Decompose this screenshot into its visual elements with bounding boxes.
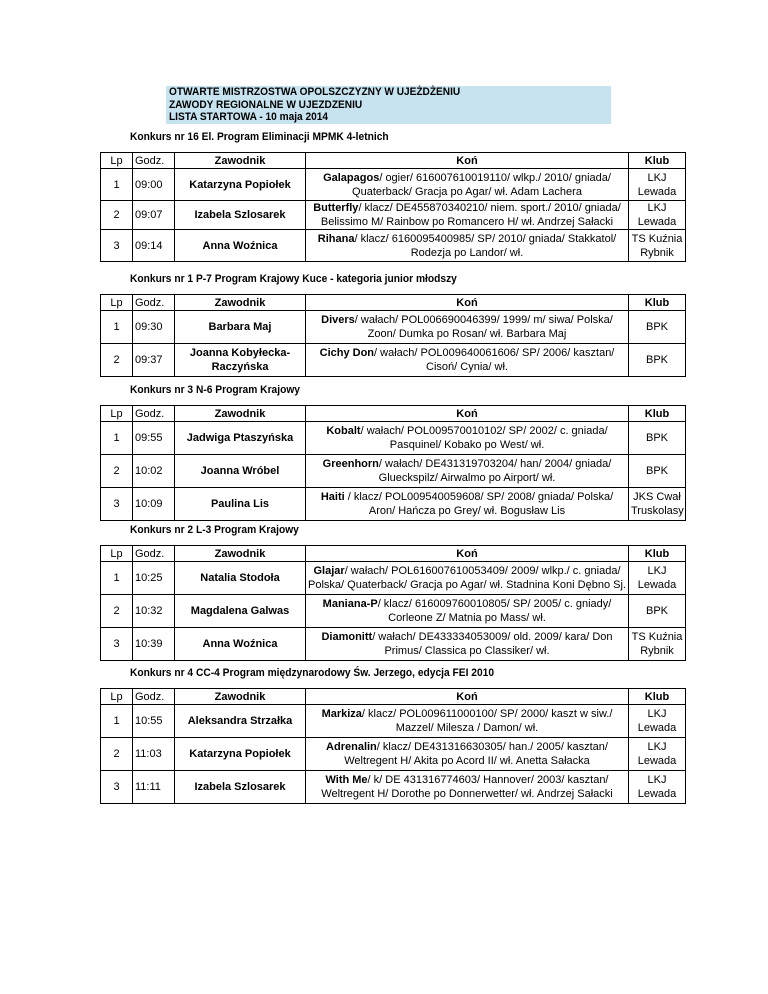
start-list-table xyxy=(100,152,686,262)
table-header-row xyxy=(101,406,686,422)
table-row xyxy=(101,595,686,628)
column-header-rider: Zawodnik xyxy=(175,295,306,311)
start-list-table xyxy=(100,688,686,804)
horse-name: Galapagos xyxy=(323,171,380,184)
start-time: 10:32 xyxy=(133,595,175,628)
column-header-rider: Zawodnik xyxy=(175,689,306,705)
horse-details: / wałach/ POL616007610053409/ 2009/ wlkp./ c. gniada/ Polska/ Quaterback/ Gracja po Agar/ wł. Stadnina Koni Dębno Sj. xyxy=(308,565,626,591)
horse-cell xyxy=(306,230,629,262)
table-row xyxy=(101,311,686,344)
column-header-rider: Zawodnik xyxy=(175,406,306,422)
club-name: LKJ Lewada xyxy=(629,562,686,595)
contest-title: Konkurs nr 3 N-6 Program Krajowy xyxy=(130,384,300,396)
column-header-rider: Zawodnik xyxy=(175,153,306,169)
column-header-lp: Lp xyxy=(101,153,133,169)
start-list-table xyxy=(100,294,686,377)
table-row xyxy=(101,771,686,804)
rider-name: Paulina Lis xyxy=(175,488,306,521)
start-time: 10:02 xyxy=(133,455,175,488)
club-name: JKS Cwał Truskolasy xyxy=(629,488,686,521)
table-row xyxy=(101,628,686,661)
horse-details: / wałach/ POL009640061606/ SP/ 2006/ kasztan/ Cisoń/ Cynia/ wł. xyxy=(374,347,615,373)
column-header-time: Godz. xyxy=(133,546,175,562)
table-row xyxy=(101,344,686,377)
contest-title: Konkurs nr 1 P-7 Program Krajowy Kuce - kategoria junior młodszy xyxy=(130,273,457,285)
row-number: 1 xyxy=(101,422,133,455)
header-date: LISTA STARTOWA - 10 maja 2014 xyxy=(169,111,328,123)
column-header-club: Klub xyxy=(629,546,686,562)
horse-name: Haiti xyxy=(320,491,345,503)
rider-name: Magdalena Galwas xyxy=(175,595,306,628)
horse-cell xyxy=(306,311,629,344)
column-header-time: Godz. xyxy=(133,153,175,169)
rider-name: Izabela Szlosarek xyxy=(175,201,306,230)
table-header-row xyxy=(101,295,686,311)
horse-name: Glajar xyxy=(313,565,345,577)
column-header-horse: Koń xyxy=(306,689,629,705)
column-header-time: Godz. xyxy=(133,406,175,422)
start-time: 09:55 xyxy=(133,422,175,455)
club-name: LKJ Lewada xyxy=(629,705,686,738)
table-header-row xyxy=(101,546,686,562)
rider-name: Izabela Szlosarek xyxy=(175,771,306,804)
header-subtitle: ZAWODY REGIONALNE W UJEZDZENIU xyxy=(169,98,363,111)
row-number: 1 xyxy=(101,169,133,201)
table-row xyxy=(101,738,686,771)
table-header-row xyxy=(101,689,686,705)
column-header-time: Godz. xyxy=(133,689,175,705)
start-time: 10:09 xyxy=(133,488,175,521)
row-number: 2 xyxy=(101,344,133,377)
horse-details: / k/ DE 431316774603/ Hannover/ 2003/ kasztan/ Weltregent H/ Dorothe po Donnerwetter/ wł. Andrzej Sałacki xyxy=(321,774,613,800)
rider-name: Katarzyna Popiołek xyxy=(175,738,306,771)
column-header-horse: Koń xyxy=(306,546,629,562)
row-number: 1 xyxy=(101,705,133,738)
header-title: OTWARTE MISTRZOSTWA OPOLSZCZYZNY W UJEŻDŻENIU xyxy=(169,86,461,98)
club-name: BPK xyxy=(629,422,686,455)
table-row xyxy=(101,230,686,262)
club-name: LKJ Lewada xyxy=(629,771,686,804)
horse-cell xyxy=(306,422,629,455)
start-time: 11:03 xyxy=(133,738,175,771)
start-time: 09:30 xyxy=(133,311,175,344)
horse-details: / klacz/ DE431316630305/ han./ 2005/ kasztan/ Weltregent H/ Akita po Acord II/ wł. Anetta Sałacka xyxy=(344,741,608,767)
contest-title: Konkurs nr 4 CC-4 Program międzynarodowy Św. Jerzego, edycja FEI 2010 xyxy=(130,667,495,679)
horse-details: / klacz/ 616009760010805/ SP/ 2005/ c. gniady/ Corleone Z/ Matnia po Mass/ wł. xyxy=(377,598,612,624)
document-header xyxy=(166,86,611,124)
start-time: 10:39 xyxy=(133,628,175,661)
row-number: 3 xyxy=(101,771,133,804)
club-name: LKJ Lewada xyxy=(629,201,686,230)
column-header-lp: Lp xyxy=(101,689,133,705)
column-header-time: Godz. xyxy=(133,295,175,311)
club-name: BPK xyxy=(629,311,686,344)
horse-details: / klacz/ POL009540059608/ SP/ 2008/ gniada/ Polska/ Aron/ Hańcza po Grey/ wł. Bogusław Lis xyxy=(344,491,614,517)
row-number: 3 xyxy=(101,230,133,262)
row-number: 2 xyxy=(101,595,133,628)
rider-name: Jadwiga Ptaszyńska xyxy=(175,422,306,455)
row-number: 2 xyxy=(101,738,133,771)
table-row xyxy=(101,705,686,738)
club-name: BPK xyxy=(629,595,686,628)
start-list-table xyxy=(100,405,686,521)
table-row xyxy=(101,562,686,595)
horse-name: Divers xyxy=(321,314,355,326)
rider-name: Anna Woźnica xyxy=(175,230,306,262)
row-number: 3 xyxy=(101,628,133,661)
horse-details: / klacz/ POL009611000100/ SP/ 2000/ kaszt w siw./ Mazzel/ Milesza / Damon/ wł. xyxy=(361,708,613,734)
rider-name: Joanna Wróbel xyxy=(175,455,306,488)
rider-name: Aleksandra Strzałka xyxy=(175,705,306,738)
start-time: 09:07 xyxy=(133,201,175,230)
column-header-horse: Koń xyxy=(306,153,629,169)
column-header-horse: Koń xyxy=(306,295,629,311)
club-name: LKJ Lewada xyxy=(629,738,686,771)
column-header-rider: Zawodnik xyxy=(175,546,306,562)
horse-cell xyxy=(306,738,629,771)
start-time: 09:00 xyxy=(133,169,175,201)
column-header-horse: Koń xyxy=(306,406,629,422)
club-name: BPK xyxy=(629,455,686,488)
table-row xyxy=(101,169,686,201)
horse-details: / wałach/ POL009570010102/ SP/ 2002/ c. gniada/ Pasquinel/ Kobako po West/ wł. xyxy=(360,425,608,451)
horse-cell xyxy=(306,628,629,661)
horse-name: Kobalt xyxy=(326,425,361,437)
horse-details: / klacz/ 6160095400985/ SP/ 2010/ gniada/ Stakkatol/ Rodezja po Landor/ wł. xyxy=(354,232,617,259)
column-header-lp: Lp xyxy=(101,546,133,562)
horse-cell xyxy=(306,169,629,201)
horse-name: Maniana-P xyxy=(322,598,378,610)
table-row xyxy=(101,201,686,230)
column-header-club: Klub xyxy=(629,406,686,422)
table-header-row xyxy=(101,153,686,169)
rider-name: Barbara Maj xyxy=(175,311,306,344)
rider-name: Natalia Stodoła xyxy=(175,562,306,595)
start-time: 10:25 xyxy=(133,562,175,595)
horse-name: Greenhorn xyxy=(322,458,379,470)
horse-cell xyxy=(306,562,629,595)
table-row xyxy=(101,422,686,455)
row-number: 3 xyxy=(101,488,133,521)
horse-cell xyxy=(306,488,629,521)
horse-name: Diamonitt xyxy=(321,631,373,643)
horse-name: Adrenalin xyxy=(326,741,377,753)
club-name: LKJ Lewada xyxy=(629,169,686,201)
horse-details: / ogier/ 616007610019110/ wlkp./ 2010/ gniada/ Quaterback/ Gracja po Agar/ wł. Adam Lachera xyxy=(352,171,611,198)
column-header-club: Klub xyxy=(629,295,686,311)
horse-name: With Me xyxy=(325,774,368,786)
horse-cell xyxy=(306,595,629,628)
horse-name: Butterfly xyxy=(313,202,359,214)
club-name: TS Kuźnia Rybnik xyxy=(629,628,686,661)
row-number: 1 xyxy=(101,562,133,595)
horse-details: / wałach/ DE431319703204/ han/ 2004/ gniada/ Glueckspilz/ Airwalmo po Airport/ wł. xyxy=(378,458,612,484)
row-number: 2 xyxy=(101,455,133,488)
row-number: 2 xyxy=(101,201,133,230)
start-time: 11:11 xyxy=(133,771,175,804)
rider-name: Katarzyna Popiołek xyxy=(175,169,306,201)
rider-name: Joanna Kobyłecka-Raczyńska xyxy=(175,344,306,377)
rider-name: Anna Woźnica xyxy=(175,628,306,661)
horse-cell xyxy=(306,771,629,804)
horse-name: Rihana xyxy=(317,232,355,245)
horse-cell xyxy=(306,455,629,488)
start-time: 10:55 xyxy=(133,705,175,738)
start-list-table xyxy=(100,545,686,661)
club-name: BPK xyxy=(629,344,686,377)
horse-name: Cichy Don xyxy=(319,347,375,359)
column-header-lp: Lp xyxy=(101,406,133,422)
horse-cell xyxy=(306,201,629,230)
contest-title: Konkurs nr 2 L-3 Program Krajowy xyxy=(130,524,299,536)
row-number: 1 xyxy=(101,311,133,344)
horse-details: / wałach/ DE433334053009/ old. 2009/ kara/ Don Primus/ Classica po Classiker/ wł. xyxy=(372,631,613,657)
club-name: TS Kuźnia Rybnik xyxy=(629,230,686,262)
table-row xyxy=(101,488,686,521)
column-header-club: Klub xyxy=(629,153,686,169)
start-time: 09:37 xyxy=(133,344,175,377)
horse-cell xyxy=(306,344,629,377)
horse-details: / wałach/ POL006690046399/ 1999/ m/ siwa/ Polska/ Zoon/ Dumka po Rosan/ wł. Barbara Maj xyxy=(354,314,613,340)
column-header-club: Klub xyxy=(629,689,686,705)
horse-name: Markiza xyxy=(321,708,362,720)
column-header-lp: Lp xyxy=(101,295,133,311)
start-time: 09:14 xyxy=(133,230,175,262)
horse-details: / klacz/ DE455870340210/ niem. sport./ 2010/ gniada/ Belissimo M/ Rainbow po Romancero H/ wł. Andrzej Sałacki xyxy=(320,202,621,228)
horse-cell xyxy=(306,705,629,738)
table-row xyxy=(101,455,686,488)
contest-title: Konkurs nr 16 El. Program Eliminacji MPMK 4-letnich xyxy=(130,131,389,143)
